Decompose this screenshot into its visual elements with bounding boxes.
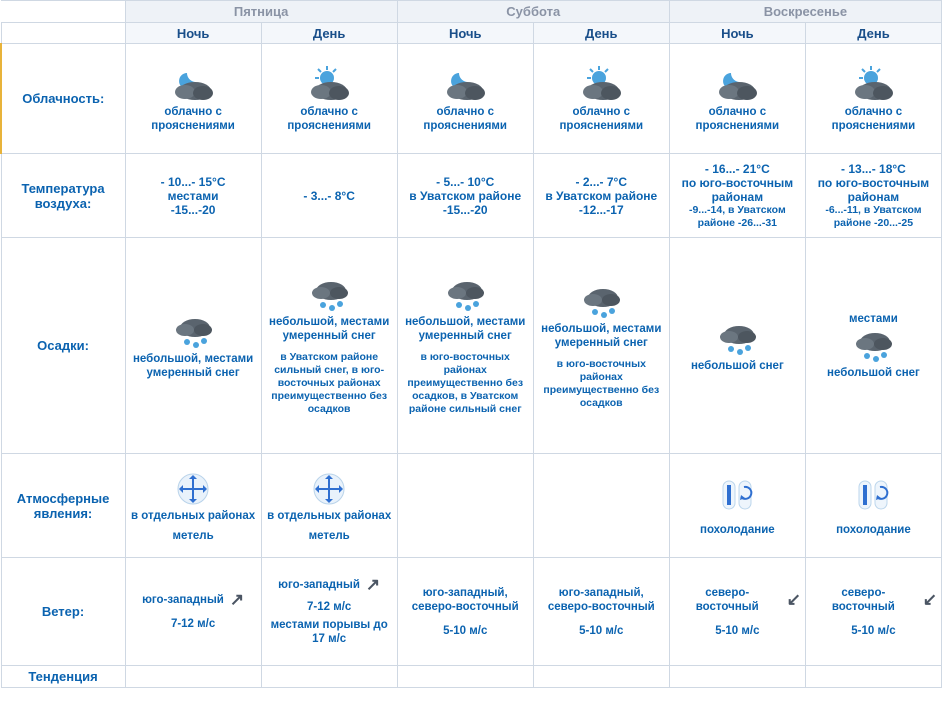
prec-cell-4: [669, 238, 805, 454]
wind-speed-1: 7-12 м/с: [307, 600, 352, 613]
cloudy-day-icon: [266, 65, 393, 105]
wind-dir-0: юго-западный: [142, 593, 224, 606]
wind-dir-4: северо-восточный: [695, 586, 759, 613]
temp-note-4: по юго-восточным районам: [681, 175, 794, 204]
row-tendency: [1, 666, 942, 688]
wind-dir-3: юго-западный, северо-восточный: [547, 586, 655, 613]
cloud-cell-1: [261, 44, 397, 154]
temp-cell-5: [805, 154, 941, 238]
wind-cell-1: [261, 558, 397, 666]
cloud-cell-5: [805, 44, 941, 154]
atm-cell-0: [125, 454, 261, 558]
temp-note-3: в Уватском районе: [545, 188, 658, 203]
snow-cloud-icon: [674, 319, 801, 359]
snow-cloud-icon: [538, 282, 665, 322]
temp-range-4: -9...-14, в Уватском районе -26...-31: [688, 203, 786, 229]
row-label-precipitation: Осадки:: [1, 238, 125, 454]
tend-cell-3: [533, 666, 669, 688]
atm-cell-1: [261, 454, 397, 558]
cloudy-night-icon: [130, 65, 257, 105]
arrow-up-right-icon: ↗: [365, 574, 381, 594]
wind-speed-5: 5-10 м/с: [851, 624, 896, 637]
row-temperature: [1, 154, 942, 238]
wind-speed-0: 7-12 м/с: [170, 617, 216, 630]
cloud-cell-4: [669, 44, 805, 154]
wind-dir-2: юго-западный, северо-восточный: [411, 586, 519, 613]
row-precipitation: [1, 238, 942, 454]
wind-cell-3: [533, 558, 669, 666]
prec-cell-0: [125, 238, 261, 454]
temp-note-5: по юго-восточным районам: [817, 175, 930, 204]
prec-main-3: небольшой, местами умеренный снег: [541, 322, 662, 349]
atm-main-0: метель: [172, 529, 214, 542]
row-label-cloudiness: Облачность:: [1, 44, 125, 154]
temp-range-0: -15...-20: [170, 202, 216, 217]
row-label-atmospheric: Атмосферные явления:: [1, 454, 125, 558]
prec-main-0: небольшой, местами умеренный снег: [132, 352, 254, 379]
temp-range-2: -15...-20: [442, 202, 488, 217]
blizzard-icon: [130, 469, 257, 509]
cloud-cell-2: [397, 44, 533, 154]
cloudy-night-icon: [402, 65, 529, 105]
temp-cell-4: [669, 154, 805, 238]
wind-cell-4: [669, 558, 805, 666]
wind-dir-1: юго-западный: [278, 578, 360, 591]
row-label-wind: Ветер:: [1, 558, 125, 666]
prec-cell-1: [261, 238, 397, 454]
tend-cell-0: [125, 666, 261, 688]
row-cloudiness: [1, 44, 942, 154]
snow-cloud-icon: [402, 275, 529, 315]
blizzard-icon: [266, 469, 393, 509]
daypart-sunday-night: Ночь: [669, 23, 805, 44]
temp-cell-1: [261, 154, 397, 238]
atm-note-0: в отдельных районах: [131, 509, 256, 522]
prec-sub-5: небольшой снег: [827, 366, 920, 379]
wind-extra-1: местами порывы до 17 м/с: [270, 618, 388, 645]
wind-speed-2: 5-10 м/с: [443, 624, 488, 637]
atm-cell-2: [397, 454, 533, 558]
temp-range-3: -12...-17: [578, 202, 624, 217]
day-header-sunday: Воскресенье: [669, 1, 941, 23]
tend-cell-5: [805, 666, 941, 688]
prec-sub-1: в Уватском районе сильный снег, в юго-восточных районах преимущественно без осадков: [271, 351, 388, 415]
row-atmospheric: [1, 454, 942, 558]
arrow-down-left-icon: ↙: [786, 589, 801, 609]
daypart-header-row: [1, 23, 942, 44]
prec-main-2: небольшой, местами умеренный снег: [405, 316, 526, 342]
temp-cell-0: [125, 154, 261, 238]
tend-cell-2: [397, 666, 533, 688]
day-header-friday: Пятница: [125, 1, 397, 23]
wind-cell-5: [805, 558, 941, 666]
wind-cell-2: [397, 558, 533, 666]
temp-note-2: в Уватском районе: [409, 188, 522, 203]
daypart-friday-day: День: [261, 23, 397, 44]
arrow-down-left-icon: ↙: [922, 589, 937, 609]
tend-cell-4: [669, 666, 805, 688]
prec-main-1: небольшой, местами умеренный снег: [269, 316, 390, 342]
wind-cell-0: [125, 558, 261, 666]
cloud-text-0: облачно с прояснениями: [151, 105, 235, 132]
atm-main-4: похолодание: [700, 523, 775, 536]
daypart-corner: [1, 23, 125, 44]
temp-main-2: - 5...- 10°С: [436, 174, 495, 189]
tend-cell-1: [261, 666, 397, 688]
temp-main-0: - 10...- 15°С: [160, 174, 226, 189]
atm-cell-3: [533, 454, 669, 558]
day-header-saturday: Суббота: [397, 1, 669, 23]
temp-cell-2: [397, 154, 533, 238]
prec-cell-2: [397, 238, 533, 454]
prec-cell-5: [805, 238, 941, 454]
wind-speed-3: 5-10 м/с: [579, 624, 624, 637]
cloud-text-5: облачно с прояснениями: [831, 105, 916, 132]
temp-main-1: - 3...- 8°С: [303, 188, 355, 203]
cloud-text-4: облачно с прояснениями: [695, 105, 780, 132]
cloudy-night-icon: [674, 65, 801, 105]
table-corner: [1, 1, 125, 23]
cloud-cell-3: [533, 44, 669, 154]
prec-sub-3: в юго-восточных районах преимущественно без осадков: [543, 357, 660, 409]
atm-note-1: в отдельных районах: [267, 509, 392, 522]
snow-cloud-icon: [130, 312, 257, 352]
cloud-text-1: облачно с прояснениями: [287, 105, 371, 132]
atm-cell-5: [805, 454, 941, 558]
cloud-text-3: облачно с прояснениями: [559, 105, 644, 132]
daypart-saturday-day: День: [533, 23, 669, 44]
temp-main-3: - 2...- 7°С: [575, 174, 628, 189]
temp-main-4: - 16...- 21°С: [704, 161, 770, 176]
snow-cloud-icon: [266, 275, 393, 315]
prec-sub-2: в юго-восточных районах преимущественно без осадков, в Уватском районе сильный снег: [407, 351, 524, 415]
wind-dir-5: северо-восточный: [831, 586, 895, 613]
atm-cell-4: [669, 454, 805, 558]
atm-main-5: похолодание: [836, 523, 911, 536]
temp-cell-3: [533, 154, 669, 238]
thermometer-cooling-icon: [674, 475, 801, 515]
wind-speed-4: 5-10 м/с: [715, 624, 760, 637]
day-header-row: [1, 1, 942, 23]
cloudy-day-icon: [538, 65, 665, 105]
temp-note-0: местами: [167, 188, 219, 203]
prec-cell-3: [533, 238, 669, 454]
arrow-up-right-icon: ↗: [229, 589, 245, 609]
row-label-tendency: Тенденция: [1, 666, 125, 688]
snow-cloud-icon: [810, 326, 937, 366]
temp-range-5: -6...-11, в Уватском районе -20...-25: [825, 203, 922, 229]
daypart-saturday-night: Ночь: [397, 23, 533, 44]
prec-main-5: местами: [849, 312, 898, 325]
temp-main-5: - 13...- 18°С: [841, 161, 906, 176]
daypart-friday-night: Ночь: [125, 23, 261, 44]
atm-main-1: метель: [308, 529, 350, 542]
cloud-text-2: облачно с прояснениями: [423, 105, 508, 132]
cloud-cell-0: [125, 44, 261, 154]
daypart-sunday-day: День: [805, 23, 941, 44]
row-label-temperature: Температура воздуха:: [1, 154, 125, 238]
cloudy-day-icon: [810, 65, 937, 105]
thermometer-cooling-icon: [810, 475, 937, 515]
row-wind: [1, 558, 942, 666]
prec-main-4: небольшой снег: [690, 359, 784, 372]
